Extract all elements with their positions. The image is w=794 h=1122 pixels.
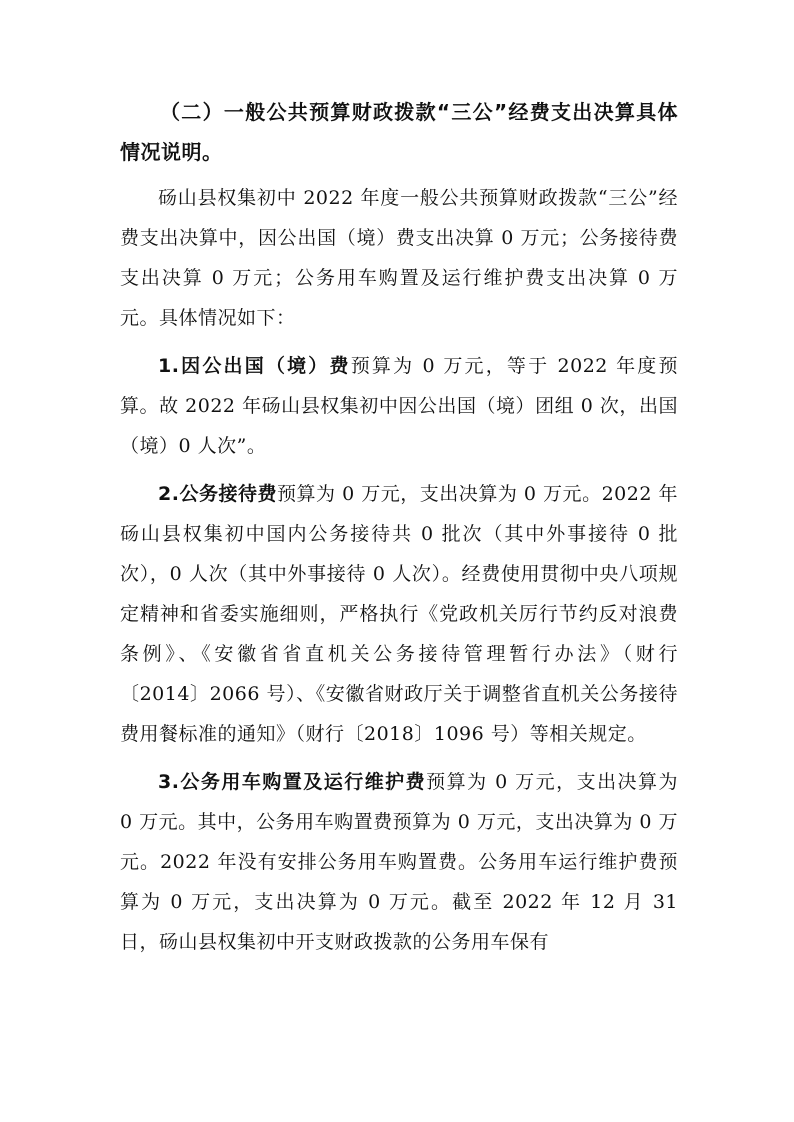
item-travel-abroad-lead: 1.因公出国（境）费 [158, 355, 351, 377]
intro-paragraph: 砀山县权集初中 2022 年度一般公共预算财政拨款“三公”经费支出决算中，因公出国（境）费支出决算 0 万元；公务接待费支出决算 0 万元；公务用车购置及运行维护费支出决算 0 万元。具体情况如下： [120, 187, 678, 329]
item-official-reception-text: 预算为 0 万元，支出决算为 0 万元。2022 年砀山县权集初中国内公务接待共 0 批次（其中外事接待 0 批次），0 人次（其中外事接待 0 人次）。经费使用贯彻中央八项规定精神和省委实施细则，严格执行《党政机关厉行节约反对浪费条例》、《安徽省省直机关公务接待管理暂行办法》（财行〔2014〕2066 号）、《安徽省财政厅关于调整省直机关公务接待费用餐标准的通知》（财行〔2018〕1096 号）等相关规定。 [120, 483, 678, 745]
item-official-vehicle-lead: 3.公务用车购置及运行维护费 [158, 771, 427, 793]
item-travel-abroad [120, 346, 678, 466]
item-official-vehicle-text: 预算为 0 万元，支出决算为 0 万元。其中，公务用车购置费预算为 0 万元，支出决算为 0 万元。2022 年没有安排公务用车购置费。公务用车运行维护费预算为 0 万元，支出决算为 0 万元。截至 2022 年 12 月 31 日，砀山县权集初中开支财政拨款的公务用车保有 [120, 771, 698, 953]
item-travel-abroad-text: 预算为 0 万元，等于 2022 年度预算。故 2022 年砀山县权集初中因公出国（境）团组 0 次，出国（境）0 人次”。 [120, 355, 678, 457]
item-official-reception [120, 474, 678, 754]
section-heading: （二）一般公共预算财政拨款“三公”经费支出决算具体情况说明。 [120, 100, 678, 164]
item-official-vehicle [120, 762, 698, 962]
item-official-reception-lead: 2.公务接待费 [158, 483, 278, 505]
document-page [120, 92, 698, 962]
